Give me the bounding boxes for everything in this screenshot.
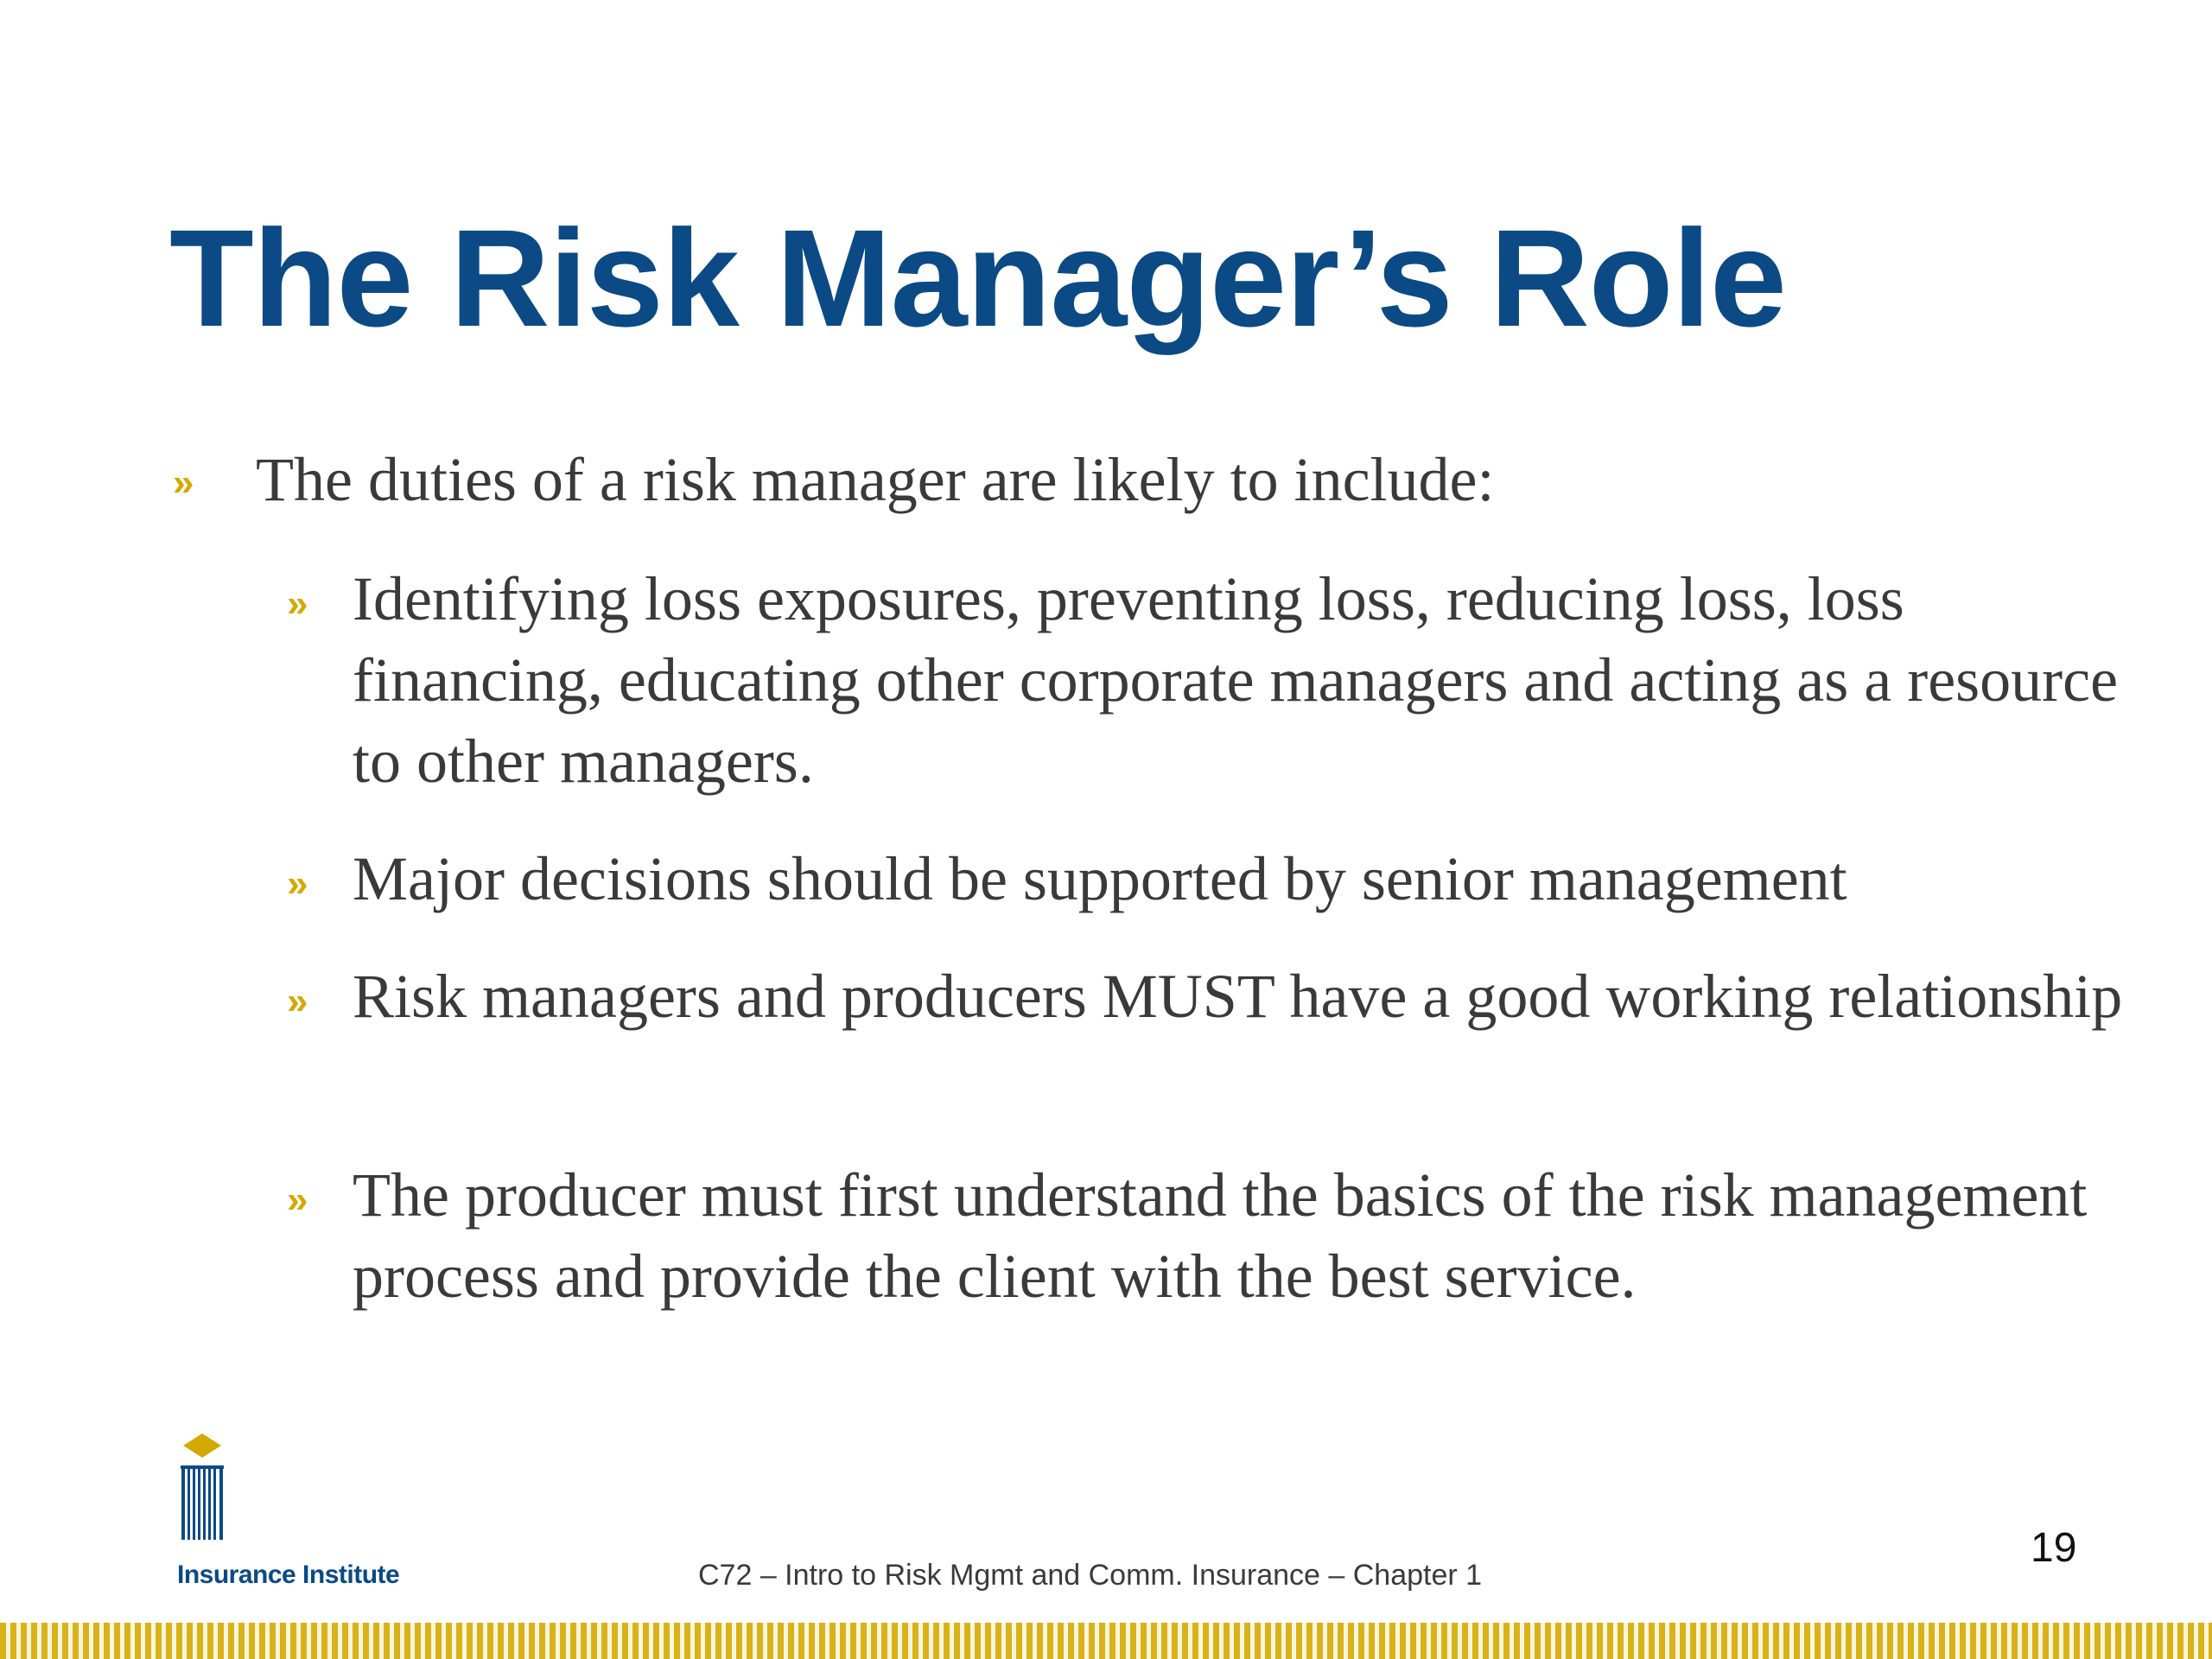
footer-course-text: C72 – Intro to Risk Mgmt and Comm. Insurance – Chapter 1	[698, 1559, 1483, 1592]
sub-bullet: Risk managers and producers MUST have a good working relationship	[353, 962, 2123, 1031]
bullet-icon: »	[287, 1179, 308, 1221]
bullet-icon: »	[287, 862, 308, 905]
footer-stripe-bar	[0, 1623, 2212, 1659]
bullet-icon: »	[287, 980, 308, 1022]
sub-bullet: Identifying loss exposures, preventing loss, reducing loss, loss financing, educating other corporate managers and acting as a resource to other managers.	[353, 564, 2119, 796]
sub-bullet: Major decisions should be supported by senior management	[353, 844, 1847, 913]
bullet-icon: »	[287, 582, 308, 625]
sub-bullet: The producer must first understand the basics of the risk management process and provide the client with the best service.	[353, 1160, 2088, 1311]
bullet-icon: »	[173, 461, 194, 504]
slide-title: The Risk Manager’s Role	[169, 200, 1786, 355]
logo-text: Insurance Institute	[177, 1560, 400, 1589]
main-bullet: The duties of a risk manager are likely to include:	[256, 445, 1495, 514]
page-number: 19	[2031, 1525, 2077, 1571]
